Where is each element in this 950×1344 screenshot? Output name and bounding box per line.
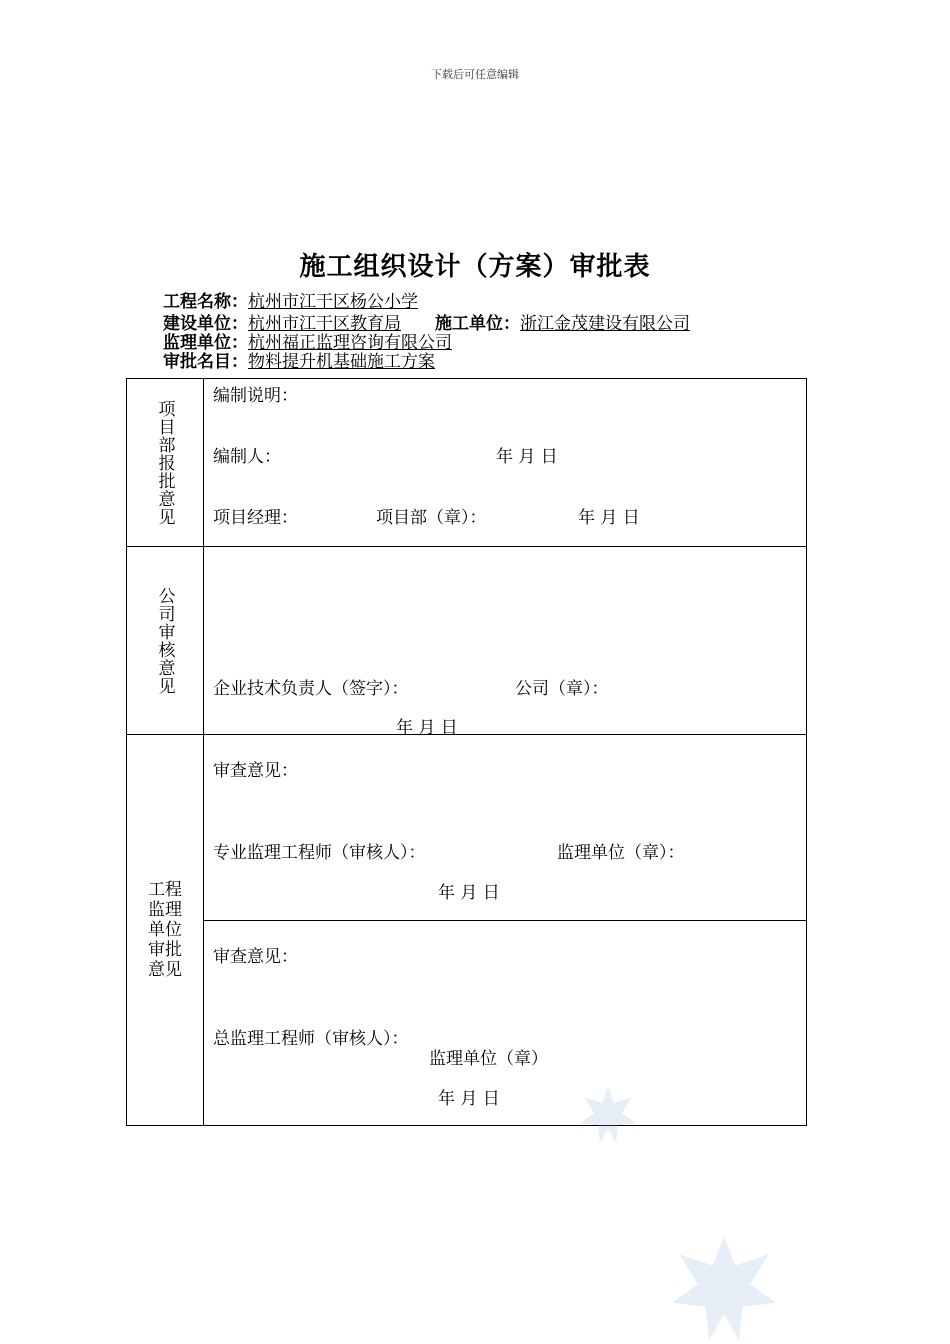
supervision-content-cell-2[interactable] <box>204 921 807 1126</box>
approval-item-label: 审批名目： <box>163 352 248 372</box>
manager-date: 年 月 日 <box>578 508 640 528</box>
project-name-value: 杭州市江干区杨公小学 <box>248 292 418 312</box>
chief-date: 年 月 日 <box>438 1089 500 1109</box>
contractor-label: 施工单位： <box>435 314 520 334</box>
supervision-side-cell <box>127 735 204 1126</box>
project-content-cell[interactable] <box>204 379 807 547</box>
project-section-row <box>127 379 807 547</box>
supervisor-row <box>163 333 452 353</box>
engineer-label: 专业监理工程师（审核人）： <box>213 843 426 863</box>
snowflake-watermark-icon <box>578 1085 638 1145</box>
company-date: 年 月 日 <box>396 718 458 738</box>
opinion-label-1: 审查意见： <box>213 761 298 781</box>
form-title: 施工组织设计（方案）审批表 <box>299 252 651 282</box>
preparer-date: 年 月 日 <box>496 447 558 467</box>
project-name-row <box>163 292 418 312</box>
engineer-date: 年 月 日 <box>438 883 500 903</box>
supervisor-value: 杭州福正监理咨询有限公司 <box>248 333 452 353</box>
company-seal-label: 公司（章）： <box>515 679 609 699</box>
supervision-section-row-2 <box>127 921 807 1126</box>
approval-item-row <box>163 352 435 372</box>
description-label: 编制说明： <box>213 386 298 406</box>
company-content-cell[interactable] <box>204 547 807 738</box>
unit-seal-label-1: 监理单位（章）： <box>557 843 685 863</box>
owner-contractor-row <box>163 314 690 334</box>
approval-form-table <box>126 378 807 1126</box>
project-name-label: 工程名称： <box>163 292 248 312</box>
supervision-side-label: 工程监理单位审批意见 <box>148 880 182 980</box>
manager-label: 项目经理： <box>213 508 298 528</box>
chief-engineer-label: 总监理工程师（审核人）： <box>213 1029 409 1049</box>
approval-item-value: 物料提升机基础施工方案 <box>248 352 435 372</box>
supervision-section-row-1 <box>127 735 807 921</box>
company-section-row <box>127 547 807 735</box>
company-side-cell <box>127 547 204 735</box>
project-side-cell <box>127 379 204 547</box>
owner-value: 杭州市江干区教育局 <box>248 314 401 334</box>
contractor-value: 浙江金茂建设有限公司 <box>520 314 690 334</box>
supervisor-label: 监理单位： <box>163 333 248 353</box>
opinion-label-2: 审查意见： <box>213 947 298 967</box>
header-note: 下载后可任意编辑 <box>431 68 519 81</box>
owner-label: 建设单位： <box>163 314 248 334</box>
snowflake-watermark-icon-large <box>668 1232 780 1344</box>
company-side-label: 公司审核意见 <box>154 586 175 695</box>
dept-seal-label: 项目部（章）： <box>376 508 487 528</box>
supervision-content-cell-1[interactable] <box>204 735 807 921</box>
tech-lead-label: 企业技术负责人（签字）： <box>213 679 409 699</box>
project-side-label: 项目部报批意见 <box>154 399 175 526</box>
preparer-label: 编制人： <box>213 447 281 467</box>
unit-seal-label-2: 监理单位（章） <box>429 1049 548 1069</box>
